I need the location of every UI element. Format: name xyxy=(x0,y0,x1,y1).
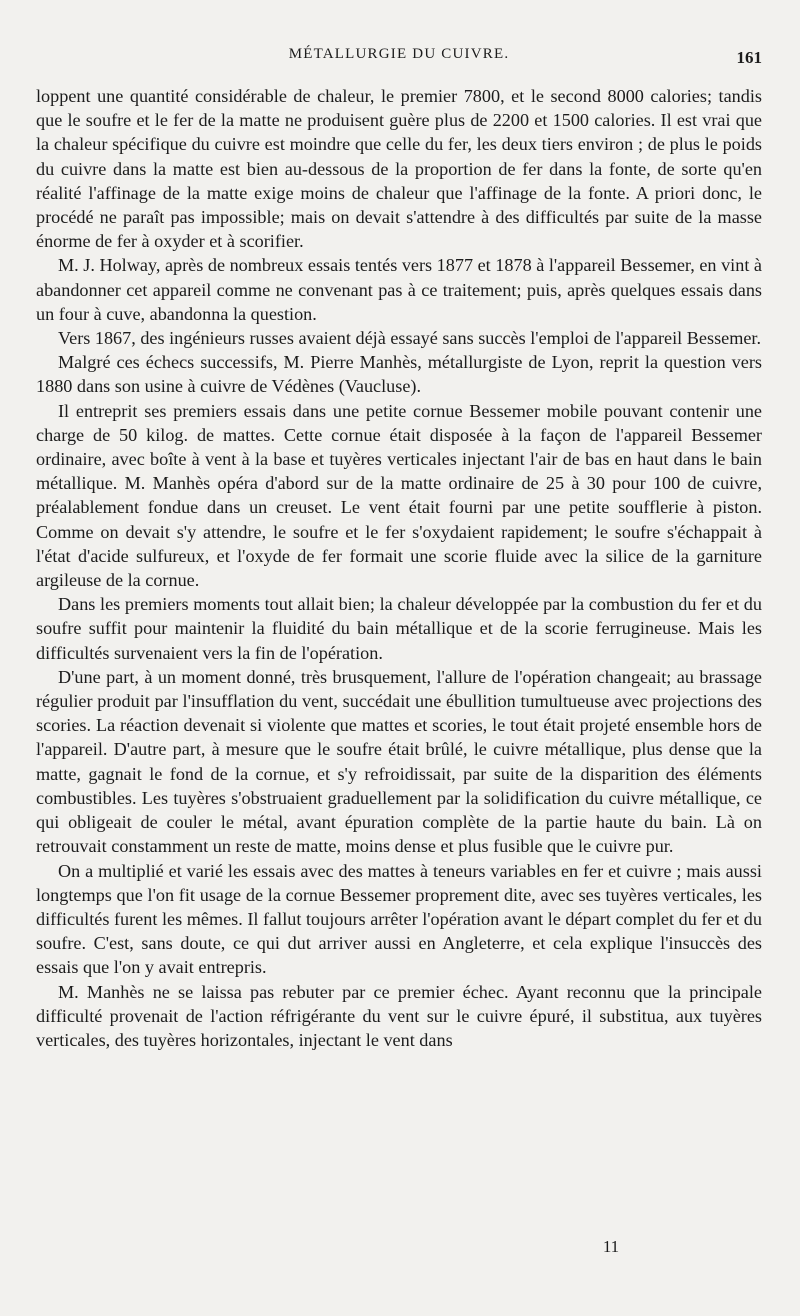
running-title: MÉTALLURGIE DU CUIVRE. xyxy=(288,46,510,62)
body-text xyxy=(36,84,762,1052)
paragraph-3: Vers 1867, des ingénieurs russes avaient déjà essayé sans succès l'emploi de l'appareil Bessemer. xyxy=(58,328,762,349)
paragraph-8: On a multiplié et varié les essais avec des mattes à teneurs variables en fer et cuivre ; mais aussi longtemps que l'on fit usage de la cornue Bessemer proprement dite, avec ses tuyères verticales, les difficultés furent les mêmes. Il fallut toujours arrêter l'opération avant le départ complet du fer et du soufre. C'est, sans doute, ce qui dut arriver aussi en Angleterre, et cela explique l'insuccès des essais que l'on y avait entrepris. xyxy=(36,860,762,978)
page-header xyxy=(36,46,762,70)
page-number: 161 xyxy=(736,48,762,67)
signature-mark: 11 xyxy=(602,1237,620,1256)
paragraph-1: loppent une quantité considérable de chaleur, le premier 7800, et le second 8000 calories; tandis que le soufre et le fer de la matte ne produisent guère plus de 2200 et 1500 calories. Il est vrai que la chaleur spécifique du cuivre est moindre que celle du fer, les deux tiers environ ; de plus le poids du cuivre dans la matte est bien au-dessous de la proportion de fer dans la fonte, de sorte qu'en réalité l'affinage de la matte exige moins de chaleur que l'affinage de la fonte. A priori donc, le procédé ne paraît pas impossible; mais on devait s'attendre à des difficultés par suite de la masse énorme de fer à oxyder et à scorifier. xyxy=(36,86,762,252)
paragraph-4: Malgré ces échecs successifs, M. Pierre Manhès, métallurgiste de Lyon, reprit la question vers 1880 dans son usine à cuivre de Védènes (Vaucluse). xyxy=(36,352,762,397)
paragraph-6: Dans les premiers moments tout allait bien; la chaleur développée par la combustion du fer et du soufre suffit pour maintenir la fluidité du bain métallique et de la scorie ferrugineuse. Mais les difficultés survenaient vers la fin de l'opération. xyxy=(36,594,762,663)
paragraph-2: M. J. Holway, après de nombreux essais tentés vers 1877 et 1878 à l'appareil Bessemer, en vint à abandonner cet appareil comme ne convenant pas à ce traitement; puis, après quelques essais dans un four à cuve, abandonna la question. xyxy=(36,255,762,324)
paragraph-5: Il entreprit ses premiers essais dans une petite cornue Bessemer mobile pouvant contenir une charge de 50 kilog. de mattes. Cette cornue était disposée à la façon de l'appareil Bessemer ordinaire, avec boîte à vent à la base et tuyères verticales injectant l'air de bas en haut dans le bain métallique. M. Manhès opéra d'abord sur de la matte ordinaire de 25 à 30 pour 100 de cuivre, préalablement fondue dans un creuset. Le vent était fourni par une petite soufflerie à piston. Comme on devait s'y attendre, le soufre et le fer s'oxydaient rapidement; le soufre s'échappait à l'état d'acide sulfureux, et l'oxyde de fer formait une scorie fluide avec la silice de la garniture argileuse de la cornue. xyxy=(36,400,762,591)
paragraph-7: D'une part, à un moment donné, très brusquement, l'allure de l'opération changeait; au brassage régulier produit par l'insufflation du vent, succédait une ébullition tumultueuse avec projections des scories. La réaction devenait si violente que mattes et scories, le tout était projeté ensemble hors de l'appareil. D'autre part, à mesure que le soufre était brûlé, le cuivre métallique, plus dense que la matte, gagnait le fond de la cornue, et s'y refroidissait, par suite de la disparition des éléments combustibles. Les tuyères s'obstruaient graduellement par la solidification du cuivre métallique, ce qui obligeait de couler le métal, avant épuration complète de la partie haute du bain. Là on retrouvait constamment un reste de matte, moins dense et plus fusible que le cuivre pur. xyxy=(36,666,762,857)
paragraph-9: M. Manhès ne se laissa pas rebuter par ce premier échec. Ayant reconnu que la principale difficulté provenait de l'action réfrigérante du vent sur le cuivre épuré, il substitua, aux tuyères verticales, des tuyères horizontales, injectant le vent dans xyxy=(36,981,762,1050)
